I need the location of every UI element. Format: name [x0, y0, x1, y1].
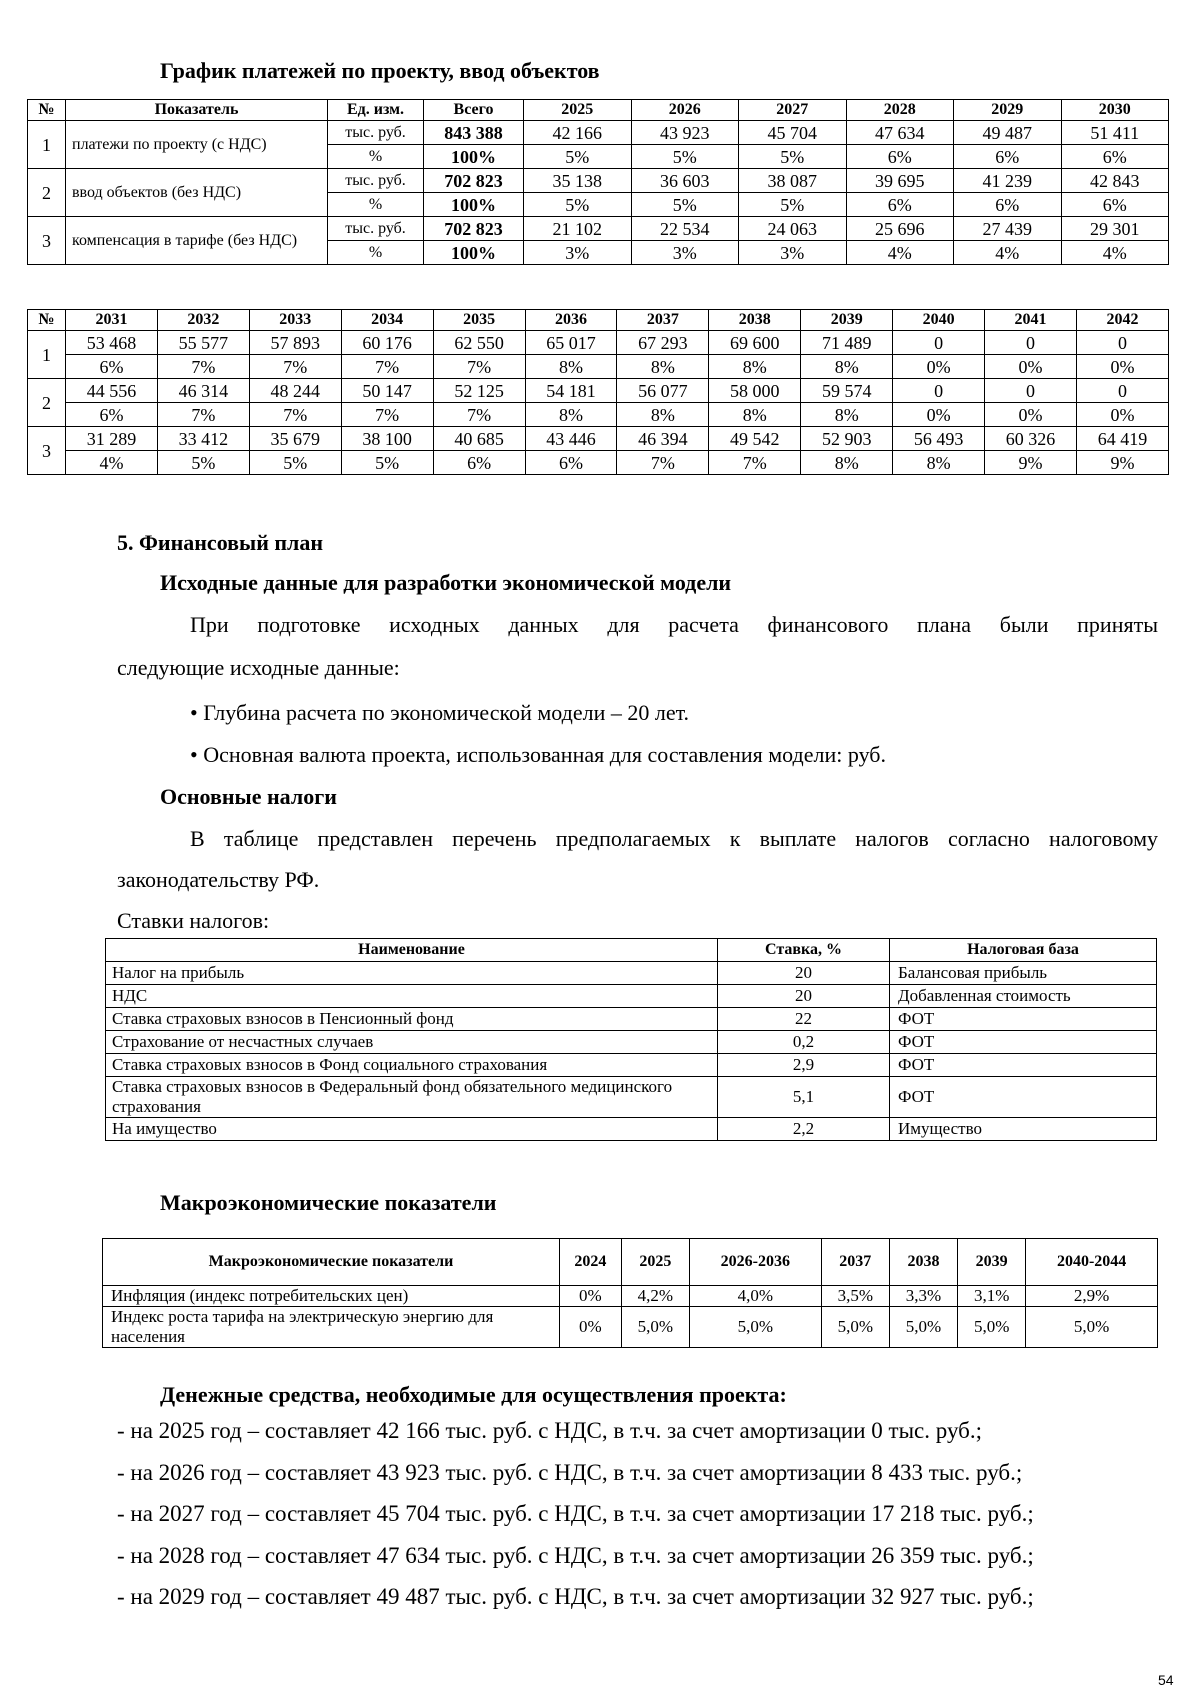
- header-cell: 2024: [560, 1239, 622, 1286]
- value-cell: 0%: [893, 355, 985, 379]
- row-number-cell: 1: [28, 121, 66, 169]
- value-cell: 4,2%: [621, 1286, 689, 1307]
- value-cell: 48 244: [249, 379, 341, 403]
- row-number-cell: 3: [28, 427, 66, 475]
- payments-table: [27, 99, 1169, 265]
- value-cell: 24 063: [739, 217, 847, 241]
- value-cell: 8%: [709, 403, 801, 427]
- table-row: [106, 1008, 1157, 1031]
- tax-base-cell: ФОТ: [890, 1008, 1157, 1031]
- page-title: График платежей по проекту, ввод объектов: [160, 58, 600, 83]
- value-cell: 7%: [341, 355, 433, 379]
- table-row: [103, 1307, 1158, 1348]
- indicator-cell: платежи по проекту (с НДС): [66, 121, 328, 169]
- value-cell: 0: [985, 331, 1077, 355]
- value-cell: 8%: [801, 403, 893, 427]
- value-cell: 8%: [525, 355, 617, 379]
- value-cell: 5%: [524, 193, 632, 217]
- table-row: [106, 1031, 1157, 1054]
- value-cell: 49 542: [709, 427, 801, 451]
- value-cell: 47 634: [846, 121, 954, 145]
- unit-cell: %: [328, 145, 424, 169]
- value-cell: 49 487: [954, 121, 1062, 145]
- header-cell: 2037: [821, 1239, 889, 1286]
- subsection-heading: Исходные данные для разработки экономической модели: [160, 570, 732, 595]
- value-cell: 5,0%: [958, 1307, 1026, 1348]
- value-cell: 4%: [1061, 241, 1169, 265]
- value-cell: 7%: [341, 403, 433, 427]
- tax-name-cell: На имущество: [106, 1118, 718, 1141]
- value-cell: 22 534: [631, 217, 739, 241]
- value-cell: 5%: [631, 193, 739, 217]
- table-row: [106, 1118, 1157, 1141]
- total-cell: 702 823: [424, 217, 524, 241]
- value-cell: 8%: [617, 403, 709, 427]
- tax-rate-cell: 5,1: [718, 1077, 890, 1118]
- row-number-cell: 1: [28, 331, 66, 379]
- value-cell: 38 100: [341, 427, 433, 451]
- value-cell: 40 685: [433, 427, 525, 451]
- tax-base-cell: Имущество: [890, 1118, 1157, 1141]
- indicator-cell: Индекс роста тарифа на электрическую энергию для населения: [103, 1307, 560, 1348]
- value-cell: 57 893: [249, 331, 341, 355]
- header-cell: 2038: [709, 310, 801, 331]
- payments-continued-table: [27, 309, 1169, 475]
- funds-line: - на 2028 год – составляет 47 634 тыс. руб. с НДС, в т.ч. за счет амортизации 26 359 тыс. руб.;: [117, 1542, 1034, 1568]
- value-cell: 3,1%: [958, 1286, 1026, 1307]
- value-cell: 7%: [709, 451, 801, 475]
- header-cell: №: [28, 100, 66, 121]
- paragraph-line: следующие исходные данные:: [117, 655, 400, 680]
- value-cell: 50 147: [341, 379, 433, 403]
- header-cell: 2026: [631, 100, 739, 121]
- row-number-cell: 3: [28, 217, 66, 265]
- table-row: [28, 331, 1169, 355]
- total-cell: 843 388: [424, 121, 524, 145]
- value-cell: 5%: [631, 145, 739, 169]
- table-row: [28, 379, 1169, 403]
- value-cell: 5%: [157, 451, 249, 475]
- header-cell: 2039: [801, 310, 893, 331]
- value-cell: 0: [1076, 331, 1168, 355]
- value-cell: 31 289: [66, 427, 158, 451]
- value-cell: 5,0%: [621, 1307, 689, 1348]
- value-cell: 42 843: [1061, 169, 1169, 193]
- tax-base-cell: ФОТ: [890, 1054, 1157, 1077]
- macro-header-row: [103, 1239, 1158, 1286]
- header-cell: 2025: [621, 1239, 689, 1286]
- value-cell: 29 301: [1061, 217, 1169, 241]
- table-row: [106, 985, 1157, 1008]
- value-cell: 7%: [157, 355, 249, 379]
- tax-rate-cell: 22: [718, 1008, 890, 1031]
- value-cell: 67 293: [617, 331, 709, 355]
- tax-name-cell: НДС: [106, 985, 718, 1008]
- value-cell: 2,9%: [1026, 1286, 1158, 1307]
- value-cell: 0: [1076, 379, 1168, 403]
- value-cell: 0%: [985, 403, 1077, 427]
- value-cell: 5%: [739, 193, 847, 217]
- header-cell: №: [28, 310, 66, 331]
- value-cell: 7%: [433, 403, 525, 427]
- total-cell: 100%: [424, 241, 524, 265]
- value-cell: 5,0%: [1026, 1307, 1158, 1348]
- value-cell: 42 166: [524, 121, 632, 145]
- tax-base-cell: ФОТ: [890, 1031, 1157, 1054]
- value-cell: 51 411: [1061, 121, 1169, 145]
- value-cell: 7%: [249, 403, 341, 427]
- value-cell: 64 419: [1076, 427, 1168, 451]
- value-cell: 8%: [801, 355, 893, 379]
- value-cell: 3,5%: [821, 1286, 889, 1307]
- tax-rate-cell: 2,2: [718, 1118, 890, 1141]
- value-cell: 5%: [739, 145, 847, 169]
- value-cell: 0%: [560, 1286, 622, 1307]
- tax-name-cell: Страхование от несчастных случаев: [106, 1031, 718, 1054]
- total-cell: 702 823: [424, 169, 524, 193]
- value-cell: 43 446: [525, 427, 617, 451]
- value-cell: 6%: [846, 193, 954, 217]
- tax-rate-cell: 20: [718, 962, 890, 985]
- value-cell: 7%: [157, 403, 249, 427]
- header-cell: 2036: [525, 310, 617, 331]
- header-cell: Наименование: [106, 939, 718, 962]
- value-cell: 38 087: [739, 169, 847, 193]
- value-cell: 27 439: [954, 217, 1062, 241]
- header-cell: Всего: [424, 100, 524, 121]
- value-cell: 8%: [801, 451, 893, 475]
- header-cell: Ед. изм.: [328, 100, 424, 121]
- value-cell: 6%: [433, 451, 525, 475]
- tax-name-cell: Ставка страховых взносов в Федеральный фонд обязательного медицинского страхования: [106, 1077, 718, 1118]
- value-cell: 71 489: [801, 331, 893, 355]
- tax-rates-table: [105, 938, 1157, 1141]
- header-cell: 2040: [893, 310, 985, 331]
- value-cell: 36 603: [631, 169, 739, 193]
- header-cell: Показатель: [66, 100, 328, 121]
- tax-base-cell: Добавленная стоимость: [890, 985, 1157, 1008]
- header-cell: 2040-2044: [1026, 1239, 1158, 1286]
- header-cell: 2032: [157, 310, 249, 331]
- subsection-heading: Денежные средства, необходимые для осуществления проекта:: [160, 1382, 787, 1407]
- bullet-item: • Основная валюта проекта, использованная для составления модели: руб.: [190, 742, 886, 767]
- value-cell: 35 679: [249, 427, 341, 451]
- value-cell: 8%: [525, 403, 617, 427]
- indicator-cell: компенсация в тарифе (без НДС): [66, 217, 328, 265]
- value-cell: 56 493: [893, 427, 985, 451]
- tax-header-row: [106, 939, 1157, 962]
- value-cell: 4%: [954, 241, 1062, 265]
- unit-cell: тыс. руб.: [328, 217, 424, 241]
- value-cell: 54 181: [525, 379, 617, 403]
- row-number-cell: 2: [28, 169, 66, 217]
- header-cell: 2026-2036: [689, 1239, 821, 1286]
- funds-line: - на 2029 год – составляет 49 487 тыс. руб. с НДС, в т.ч. за счет амортизации 32 927 тыс. руб.;: [117, 1584, 1034, 1609]
- value-cell: 56 077: [617, 379, 709, 403]
- value-cell: 0: [893, 379, 985, 403]
- funds-line: - на 2025 год – составляет 42 166 тыс. руб. с НДС, в т.ч. за счет амортизации 0 тыс. руб.;: [117, 1418, 982, 1443]
- value-cell: 0: [893, 331, 985, 355]
- value-cell: 33 412: [157, 427, 249, 451]
- value-cell: 6%: [954, 145, 1062, 169]
- payments-header-row: [28, 100, 1169, 121]
- value-cell: 6%: [954, 193, 1062, 217]
- value-cell: 0: [985, 379, 1077, 403]
- table-row: [103, 1286, 1158, 1307]
- value-cell: 41 239: [954, 169, 1062, 193]
- value-cell: 35 138: [524, 169, 632, 193]
- value-cell: 5%: [249, 451, 341, 475]
- value-cell: 9%: [985, 451, 1077, 475]
- value-cell: 5%: [341, 451, 433, 475]
- tax-rate-cell: 0,2: [718, 1031, 890, 1054]
- subsection-heading: Макроэкономические показатели: [160, 1190, 497, 1215]
- total-cell: 100%: [424, 193, 524, 217]
- value-cell: 7%: [617, 451, 709, 475]
- table-row: [28, 121, 1169, 145]
- value-cell: 4%: [66, 451, 158, 475]
- value-cell: 6%: [525, 451, 617, 475]
- value-cell: 60 176: [341, 331, 433, 355]
- value-cell: 7%: [249, 355, 341, 379]
- header-cell: 2041: [985, 310, 1077, 331]
- value-cell: 39 695: [846, 169, 954, 193]
- table-row: [28, 355, 1169, 379]
- header-cell: 2033: [249, 310, 341, 331]
- value-cell: 5,0%: [689, 1307, 821, 1348]
- header-cell: Ставка, %: [718, 939, 890, 962]
- value-cell: 9%: [1076, 451, 1168, 475]
- tax-base-cell: ФОТ: [890, 1077, 1157, 1118]
- value-cell: 3%: [631, 241, 739, 265]
- funds-line: - на 2027 год – составляет 45 704 тыс. руб. с НДС, в т.ч. за счет амортизации 17 218 тыс. руб.;: [117, 1501, 1034, 1526]
- header-cell: 2030: [1061, 100, 1169, 121]
- value-cell: 43 923: [631, 121, 739, 145]
- value-cell: 4,0%: [689, 1286, 821, 1307]
- payments-continued-header-row: [28, 310, 1169, 331]
- table-row: [28, 403, 1169, 427]
- value-cell: 65 017: [525, 331, 617, 355]
- table-row: [28, 169, 1169, 193]
- value-cell: 0%: [985, 355, 1077, 379]
- header-cell: 2039: [958, 1239, 1026, 1286]
- subsection-heading: Основные налоги: [160, 784, 337, 809]
- value-cell: 45 704: [739, 121, 847, 145]
- tax-name-cell: Ставка страховых взносов в Фонд социального страхования: [106, 1054, 718, 1077]
- paragraph-line: Ставки налогов:: [117, 908, 270, 933]
- value-cell: 6%: [1061, 193, 1169, 217]
- table-row: [106, 1054, 1157, 1077]
- tax-name-cell: Ставка страховых взносов в Пенсионный фонд: [106, 1008, 718, 1031]
- value-cell: 3%: [524, 241, 632, 265]
- header-cell: 2037: [617, 310, 709, 331]
- value-cell: 69 600: [709, 331, 801, 355]
- unit-cell: %: [328, 241, 424, 265]
- table-row: [106, 962, 1157, 985]
- header-cell: 2025: [524, 100, 632, 121]
- value-cell: 52 125: [433, 379, 525, 403]
- tax-rate-cell: 20: [718, 985, 890, 1008]
- value-cell: 5%: [524, 145, 632, 169]
- value-cell: 0%: [560, 1307, 622, 1348]
- value-cell: 0%: [1076, 403, 1168, 427]
- header-cell: Макроэкономические показатели: [103, 1239, 560, 1286]
- header-cell: 2029: [954, 100, 1062, 121]
- table-row: [28, 217, 1169, 241]
- header-cell: 2042: [1076, 310, 1168, 331]
- value-cell: 6%: [846, 145, 954, 169]
- row-number-cell: 2: [28, 379, 66, 427]
- macro-indicators-table: [102, 1238, 1158, 1348]
- value-cell: 46 314: [157, 379, 249, 403]
- value-cell: 53 468: [66, 331, 158, 355]
- paragraph-line: законодательству РФ.: [117, 867, 320, 892]
- header-cell: 2035: [433, 310, 525, 331]
- funds-line: - на 2026 год – составляет 43 923 тыс. руб. с НДС, в т.ч. за счет амортизации 8 433 тыс. руб.;: [117, 1459, 1023, 1485]
- value-cell: 52 903: [801, 427, 893, 451]
- value-cell: 0%: [1076, 355, 1168, 379]
- header-cell: 2031: [66, 310, 158, 331]
- paragraph-line: При подготовке исходных данных для расчета финансового плана были приняты: [190, 612, 1158, 637]
- header-cell: Налоговая база: [890, 939, 1157, 962]
- value-cell: 58 000: [709, 379, 801, 403]
- table-row: [28, 451, 1169, 475]
- section-heading: 5. Финансовый план: [117, 530, 324, 555]
- indicator-cell: Инфляция (индекс потребительских цен): [103, 1286, 560, 1307]
- value-cell: 46 394: [617, 427, 709, 451]
- value-cell: 44 556: [66, 379, 158, 403]
- table-row: [106, 1077, 1157, 1118]
- header-cell: 2034: [341, 310, 433, 331]
- value-cell: 59 574: [801, 379, 893, 403]
- header-cell: 2027: [739, 100, 847, 121]
- value-cell: 0%: [893, 403, 985, 427]
- value-cell: 60 326: [985, 427, 1077, 451]
- tax-rate-cell: 2,9: [718, 1054, 890, 1077]
- total-cell: 100%: [424, 145, 524, 169]
- unit-cell: тыс. руб.: [328, 121, 424, 145]
- value-cell: 4%: [846, 241, 954, 265]
- table-row: [28, 427, 1169, 451]
- paragraph-line: В таблице представлен перечень предполагаемых к выплате налогов согласно налоговому: [190, 826, 1158, 851]
- header-cell: 2028: [846, 100, 954, 121]
- unit-cell: тыс. руб.: [328, 169, 424, 193]
- header-cell: 2038: [889, 1239, 957, 1286]
- value-cell: 6%: [1061, 145, 1169, 169]
- value-cell: 6%: [66, 355, 158, 379]
- value-cell: 8%: [893, 451, 985, 475]
- page-number: 54: [1158, 1672, 1174, 1688]
- value-cell: 3,3%: [889, 1286, 957, 1307]
- value-cell: 6%: [66, 403, 158, 427]
- value-cell: 21 102: [524, 217, 632, 241]
- value-cell: 7%: [433, 355, 525, 379]
- tax-name-cell: Налог на прибыль: [106, 962, 718, 985]
- value-cell: 55 577: [157, 331, 249, 355]
- value-cell: 8%: [617, 355, 709, 379]
- unit-cell: %: [328, 193, 424, 217]
- value-cell: 8%: [709, 355, 801, 379]
- bullet-item: • Глубина расчета по экономической модели – 20 лет.: [190, 700, 690, 725]
- value-cell: 5,0%: [889, 1307, 957, 1348]
- value-cell: 5,0%: [821, 1307, 889, 1348]
- value-cell: 3%: [739, 241, 847, 265]
- tax-base-cell: Балансовая прибыль: [890, 962, 1157, 985]
- indicator-cell: ввод объектов (без НДС): [66, 169, 328, 217]
- value-cell: 62 550: [433, 331, 525, 355]
- value-cell: 25 696: [846, 217, 954, 241]
